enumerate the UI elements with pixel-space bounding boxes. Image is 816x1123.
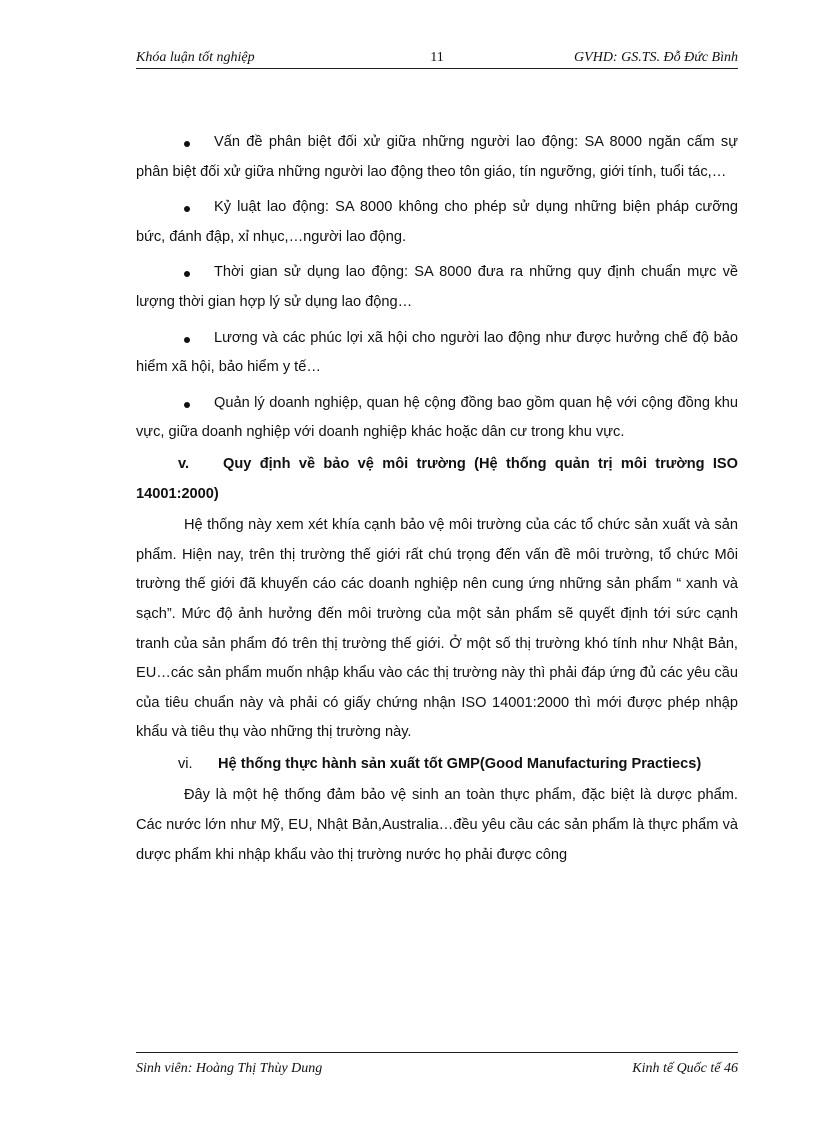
page-header xyxy=(136,48,738,69)
bullet-text: Kỷ luật lao động: SA 8000 không cho phép sử dụng những biện pháp cưỡng bức, đánh đập, xỉ nhục,…người lao động. xyxy=(136,199,738,245)
bullet-item xyxy=(136,193,738,252)
bullet-item xyxy=(136,324,738,383)
header-advisor: GVHD: GS.TS. Đỗ Đức Bình xyxy=(574,50,738,65)
footer-student: Sinh viên: Hoàng Thị Thùy Dung xyxy=(136,1061,323,1076)
bullet-text: Thời gian sử dụng lao động: SA 8000 đưa ra những quy định chuẩn mực về lượng thời gian hợp lý sử dụng lao động… xyxy=(136,264,738,310)
section-v-number: v. xyxy=(178,455,190,472)
bullet-item xyxy=(136,258,738,317)
page-footer xyxy=(136,1052,738,1081)
bullet-item xyxy=(136,389,738,448)
bullet-item xyxy=(136,128,738,187)
page-number: 11 xyxy=(430,50,444,65)
section-vi-title: Hệ thống thực hành sản xuất tốt GMP(Good Manufacturing Practiecs) xyxy=(218,755,702,772)
section-v-body: Hệ thống này xem xét khía cạnh bảo vệ môi trường của các tổ chức sản xuất và sản phẩm. Hiện nay, trên thị trường thế giới rất chú trọng đến vấn đề môi trường, tổ chức Môi trường thế giới đã khuyến cáo các doanh nghiệp nên cung ứng những sản phẩm “ xanh và sạch”. Mức độ ảnh hưởng đến môi trường của một sản phẩm sẽ quyết định tới sức cạnh tranh của sản phẩm đó trên thị trường thế giới. Ở một số thị trường khó tính như Nhật Bản, EU…các sản phẩm muốn nhập khẩu vào các thị trường này thì phải đáp ứng đủ các yêu cầu của tiêu chuẩn này và phải có giấy chứng nhận ISO 14001:2000 thì mới được phép nhập khẩu và tiêu thụ vào những thị trường này. xyxy=(136,517,738,741)
section-v-title: Quy định về bảo vệ môi trường (Hệ thống quản trị môi trường ISO 14001:2000) xyxy=(136,455,738,502)
section-vi-body: Đây là một hệ thống đảm bảo vệ sinh an toàn thực phẩm, đặc biệt là dược phẩm. Các nước lớn như Mỹ, EU, Nhật Bản,Australia…đều yêu cầu các sản phẩm là thực phẩm và dược phẩm khi nhập khẩu vào thị trường nước họ phải được công xyxy=(136,787,738,863)
header-thesis-label: Khóa luận tốt nghiệp xyxy=(136,50,255,65)
bullet-text: Lương và các phúc lợi xã hội cho người lao động như được hưởng chế độ bảo hiểm xã hội, bảo hiểm y tế… xyxy=(136,329,738,376)
section-v-heading xyxy=(136,450,738,509)
page-body xyxy=(136,128,738,870)
bullet-text: Quản lý doanh nghiệp, quan hệ cộng đồng bao gồm quan hệ với cộng đồng khu vực, giữa doanh nghiệp với doanh nghiệp khác hoặc dân cư trong khu vực. xyxy=(136,394,738,441)
bullet-text: Vấn đề phân biệt đối xử giữa những người lao động: SA 8000 ngăn cấm sự phân biệt đối xử giữa những người lao động theo tôn giáo, tín ngưỡng, giới tính, tuổi tác,… xyxy=(136,134,738,180)
section-vi-heading xyxy=(136,750,738,780)
footer-class: Kinh tế Quốc tế 46 xyxy=(632,1061,738,1076)
section-vi-number: vi. xyxy=(178,755,193,772)
